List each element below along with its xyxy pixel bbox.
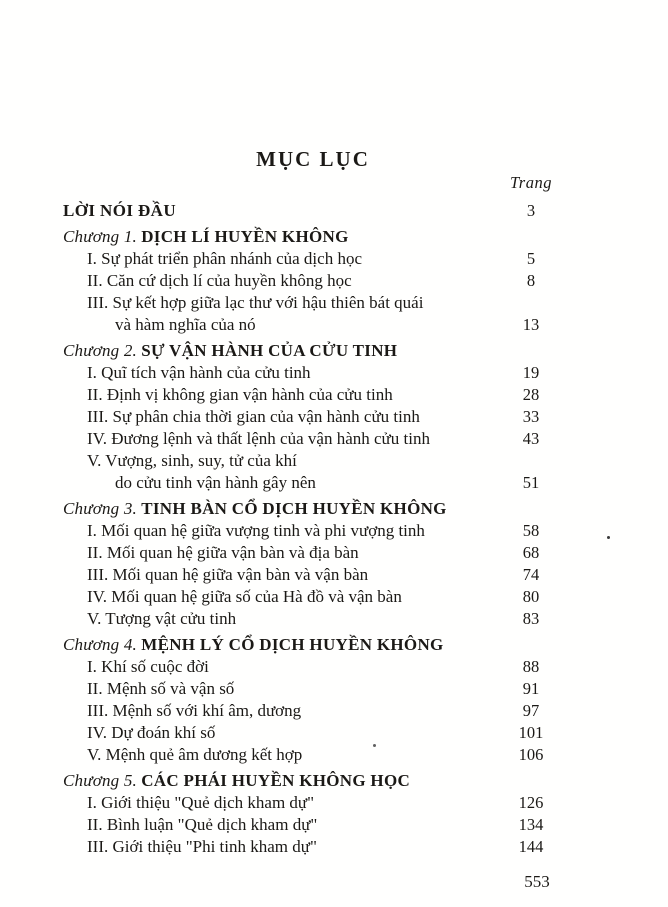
toc-entry	[63, 270, 563, 292]
toc-content	[63, 146, 563, 858]
entry-text: I. Giới thiệu "Quẻ dịch kham dự"	[87, 793, 315, 812]
entry-page: 106	[518, 745, 544, 764]
entry-text: III. Mối quan hệ giữa vận bàn và vận bàn	[87, 565, 369, 584]
entry-text: II. Định vị không gian vận hành của cửu tinh	[87, 385, 393, 404]
entry-page: 97	[522, 701, 540, 720]
chapter-label: Chương 4.	[63, 635, 137, 654]
chapter-label: Chương 5.	[63, 771, 137, 790]
entry-text: và hàm nghĩa của nó	[115, 315, 256, 334]
entry-text: I. Quĩ tích vận hành của cửu tinh	[87, 363, 311, 382]
chapter-title: SỰ VẬN HÀNH CỦA CỬU TINH	[141, 341, 398, 360]
toc-entry	[63, 744, 563, 766]
entry-text: III. Sự phân chia thời gian của vận hành cửu tinh	[87, 407, 420, 426]
toc-chapter-4-heading	[63, 634, 563, 656]
spacer	[63, 172, 499, 194]
scan-artifact	[373, 744, 376, 747]
entry-text: V. Mệnh quẻ âm dương kết hợp	[87, 745, 303, 764]
toc-entry	[63, 564, 563, 586]
entry-text: II. Mối quan hệ giữa vận bàn và địa bàn	[87, 543, 359, 562]
toc-entry	[63, 586, 563, 608]
entry-page: 5	[526, 249, 536, 268]
toc-entry	[63, 678, 563, 700]
chapter-title: TINH BÀN CỔ DỊCH HUYỀN KHÔNG	[141, 499, 447, 518]
entry-text: III. Mệnh số với khí âm, dương	[87, 701, 302, 720]
entry-text: IV. Dự đoán khí số	[87, 723, 216, 742]
toc-entry	[63, 428, 563, 450]
entry-text: V. Vượng, sinh, suy, tử của khí	[87, 451, 297, 470]
toc-entry	[63, 384, 563, 406]
chapter-title: CÁC PHÁI HUYỀN KHÔNG HỌC	[141, 771, 411, 790]
entry-page: 144	[518, 837, 544, 856]
entry-text: V. Tượng vật cửu tinh	[87, 609, 237, 628]
toc-entry-continuation	[63, 472, 563, 494]
entry-page: 28	[522, 385, 540, 404]
entry-page: 43	[522, 429, 540, 448]
entry-page: 58	[522, 521, 540, 540]
toc-entry-preface	[63, 200, 563, 222]
entry-page: 51	[522, 473, 540, 492]
entry-text: IV. Mối quan hệ giữa số của Hà đồ và vận bàn	[87, 587, 402, 606]
entry-text: I. Sự phát triển phân nhánh của dịch học	[87, 249, 362, 268]
toc-chapter-2-heading	[63, 340, 563, 362]
entry-page: 80	[522, 587, 540, 606]
entry-text: I. Mối quan hệ giữa vượng tinh và phi vượng tinh	[87, 521, 425, 540]
toc-entry	[63, 292, 563, 314]
entry-page: 74	[522, 565, 540, 584]
toc-entry	[63, 814, 563, 836]
entry-text: III. Giới thiệu "Phi tinh kham dự"	[87, 837, 317, 856]
toc-chapter-1-heading	[63, 226, 563, 248]
toc-entry	[63, 792, 563, 814]
toc-chapter-3-heading	[63, 498, 563, 520]
entry-page: 3	[526, 201, 536, 220]
toc-entry	[63, 406, 563, 428]
entry-text: III. Sự kết hợp giữa lạc thư với hậu thiên bát quái	[87, 293, 424, 312]
entry-page: 33	[522, 407, 540, 426]
entry-page: 68	[522, 543, 540, 562]
entry-page: 83	[522, 609, 540, 628]
entry-page: 8	[526, 271, 536, 290]
toc-entry	[63, 608, 563, 630]
entry-text: I. Khí số cuộc đời	[87, 657, 209, 676]
page-column-header-row	[63, 172, 563, 194]
entry-page: 101	[518, 723, 544, 742]
toc-entry	[63, 450, 563, 472]
chapter-heading-text	[63, 634, 499, 656]
entry-text: II. Căn cứ dịch lí của huyền không học	[87, 271, 352, 290]
chapter-title: MỆNH LÝ CỔ DỊCH HUYỀN KHÔNG	[141, 635, 444, 654]
chapter-heading-text	[63, 770, 499, 792]
page-column-header: Trang	[510, 173, 552, 192]
scan-artifact	[607, 536, 610, 539]
toc-chapter-5-heading	[63, 770, 563, 792]
toc-entry-continuation	[63, 314, 563, 336]
entry-text: IV. Đương lệnh và thất lệnh của vận hành cửu tinh	[87, 429, 430, 448]
toc-entry	[63, 700, 563, 722]
chapter-label: Chương 2.	[63, 341, 137, 360]
chapter-label: Chương 3.	[63, 499, 137, 518]
toc-entry	[63, 362, 563, 384]
entry-text: do cửu tinh vận hành gây nên	[115, 473, 316, 492]
toc-entry	[63, 248, 563, 270]
chapter-heading-text	[63, 226, 499, 248]
toc-entry	[63, 542, 563, 564]
entry-text: II. Mệnh số và vận số	[87, 679, 235, 698]
entry-text: LỜI NÓI ĐẦU	[63, 201, 177, 220]
toc-entry	[63, 656, 563, 678]
toc-entry	[63, 722, 563, 744]
folio-page-number: 553	[524, 872, 550, 891]
chapter-heading-text	[63, 498, 499, 520]
entry-page: 126	[518, 793, 544, 812]
entry-page: 19	[522, 363, 540, 382]
chapter-heading-text	[63, 340, 499, 362]
entry-page: 88	[522, 657, 540, 676]
chapter-title: DỊCH LÍ HUYỀN KHÔNG	[141, 227, 349, 246]
entry-text: II. Bình luận "Quẻ dịch kham dự"	[87, 815, 318, 834]
chapter-label: Chương 1.	[63, 227, 137, 246]
toc-entry	[63, 836, 563, 858]
page-title: MỤC LỤC	[256, 147, 370, 171]
entry-page: 91	[522, 679, 540, 698]
toc-entry	[63, 520, 563, 542]
entry-page: 13	[522, 315, 540, 334]
entry-page: 134	[518, 815, 544, 834]
